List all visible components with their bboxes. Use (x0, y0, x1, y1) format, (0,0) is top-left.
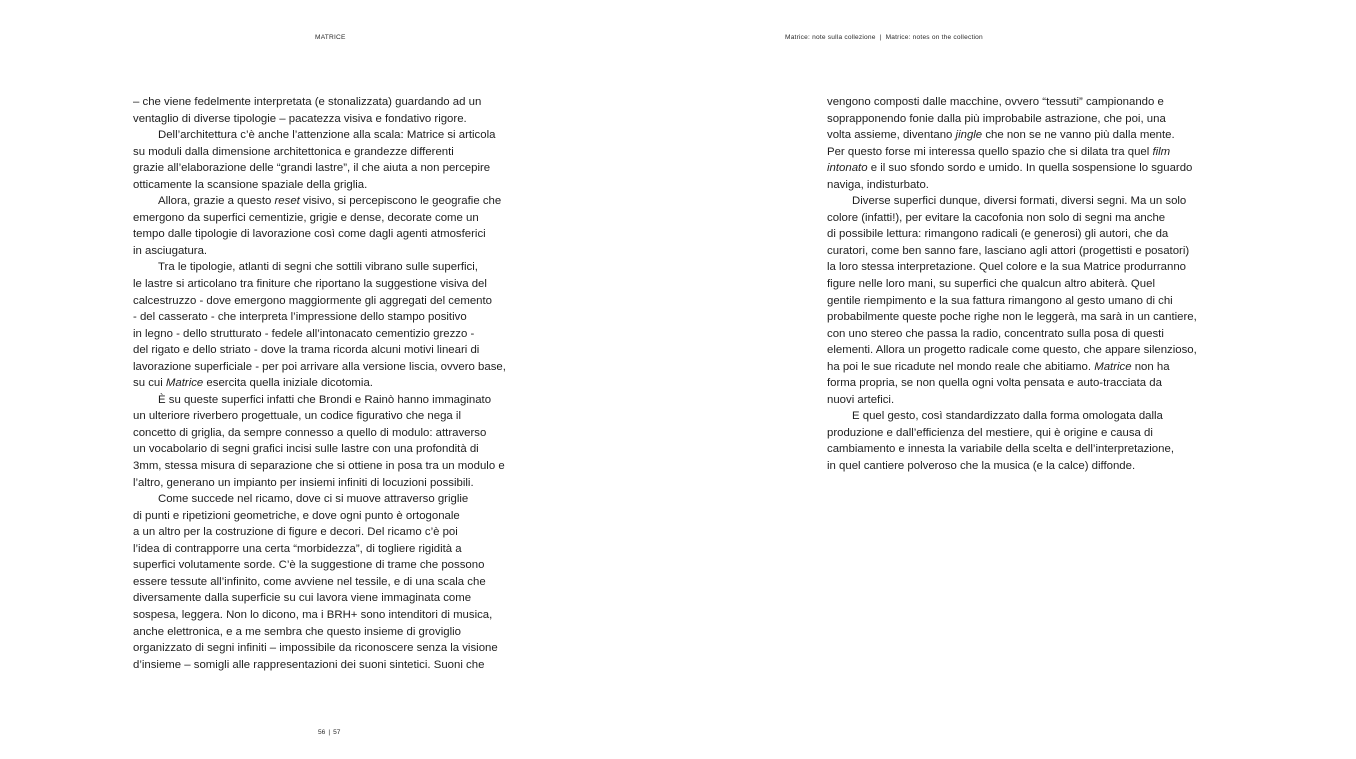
text-line (133, 425, 533, 442)
text-segment: un vocabolario di segni grafici incisi sulle lastre con una profondità di (133, 443, 479, 456)
text-segment: Diverse superfici dunque, diversi formati, diversi segni. Ma un solo (852, 195, 1187, 208)
text-line (133, 574, 533, 591)
text-line (133, 590, 533, 607)
text-line (133, 259, 533, 276)
running-head-left: MATRICE (315, 34, 346, 41)
text-segment: ha poi le sue ricadute nel mondo reale che abitiamo. (827, 360, 1095, 373)
text-line (827, 458, 1227, 475)
text-line (827, 359, 1227, 376)
text-segment: Tra le tipologie, atlanti di segni che sottili vibrano sulle superfici, (158, 261, 478, 274)
text-line (827, 326, 1227, 343)
text-segment: l’altro, generano un impianto per insiemi infiniti di locuzioni possibili. (133, 476, 474, 489)
text-segment: 3mm, stessa misura di separazione che si ottiene in posa tra un modulo e (133, 460, 505, 473)
page-number-right: 57 (333, 729, 341, 736)
text-line (827, 408, 1227, 425)
text-segment: a un altro per la costruzione di figure e decori. Del ricamo c’è poi (133, 526, 458, 539)
text-segment: vengono composti dalle macchine, ovvero “tessuti” campionando e (827, 96, 1164, 108)
running-head-english: Matrice: notes on the collection (885, 34, 983, 41)
text-segment: otticamente la scansione spaziale della griglia. (133, 178, 368, 191)
text-segment: tempo dalle tipologie di lavorazione così come dagli agenti atmosferici (133, 228, 486, 241)
text-segment: con uno stereo che passa la radio, concentrato sulla posa di questi (827, 327, 1164, 340)
text-line (827, 226, 1227, 243)
text-line (827, 425, 1227, 442)
text-line (133, 276, 533, 293)
text-segment: in quel cantiere polveroso che la musica (e la calce) diffonde. (827, 460, 1136, 473)
page-number-left: 56 (318, 729, 326, 736)
text-line (827, 392, 1227, 409)
text-line (133, 375, 533, 392)
text-line (133, 193, 533, 210)
text-line (133, 111, 533, 128)
text-segment: naviga, indisturbato. (827, 178, 929, 191)
text-segment: probabilmente queste poche righe non le leggerà, ma sarà in un cantiere, (827, 311, 1197, 324)
text-line (133, 491, 533, 508)
text-segment: essere tessute all’infinito, come avviene nel tessile, e di una scala che (133, 575, 486, 588)
text-line (133, 640, 533, 657)
text-segment: di possibile lettura: rimangono radicali (e generosi) gli autori, che da (827, 228, 1169, 241)
text-segment: le lastre si articolano tra finiture che riportano la suggestione visiva del (133, 278, 487, 291)
text-line (133, 524, 533, 541)
text-segment: anche elettronica, e a me sembra che questo insieme di groviglio (133, 625, 461, 638)
text-line (827, 309, 1227, 326)
text-segment: produzione e dall’efficienza del mestiere, qui è origine e causa di (827, 426, 1153, 439)
text-segment: E quel gesto, così standardizzato dalla forma omologata dalla (852, 410, 1163, 423)
text-segment: d’insieme – somigli alle rappresentazioni dei suoni sintetici. Suoni che (133, 658, 485, 671)
text-segment: cambiamento e innesta la variabile della scelta e dell’interpretazione, (827, 443, 1174, 456)
page-numbers (318, 729, 340, 736)
text-line (133, 624, 533, 641)
text-segment: curatori, come ben sanno fare, lasciano agli attori (progettisti e posatori) (827, 244, 1190, 257)
running-head-separator: | (879, 34, 882, 41)
text-line (133, 557, 533, 574)
text-segment: soprapponendo fonie dalla più improbabile astrazione, che poi, una (827, 112, 1166, 125)
text-segment: grazie all’elaborazione delle “grandi lastre”, il che aiuta a non percepire (133, 162, 491, 175)
text-segment: elementi. Allora un progetto radicale come questo, che appare silenzioso, (827, 344, 1197, 357)
text-segment: un ulteriore riverbero progettuale, un codice figurativo che nega il (133, 410, 461, 423)
text-line (133, 144, 533, 161)
text-line (133, 392, 533, 409)
text-line (133, 607, 533, 624)
italic-text: Matrice (1094, 360, 1132, 373)
text-line (133, 326, 533, 343)
running-head-right (785, 34, 983, 41)
running-head-italian: Matrice: note sulla collezione (785, 34, 876, 41)
text-line (827, 342, 1227, 359)
text-line (827, 293, 1227, 310)
text-segment: È su queste superfici infatti che Brondi e Rainò hanno immaginato (158, 393, 492, 406)
text-line (827, 375, 1227, 392)
text-segment: organizzato di segni infiniti – impossibile da riconoscere senza la visione (133, 642, 498, 655)
text-segment: Per questo forse mi interessa quello spazio che si dilata tra quel (827, 145, 1153, 158)
text-segment: calcestruzzo - dove emergono maggiormente gli aggregati del cemento (133, 294, 492, 307)
text-line (133, 408, 533, 425)
italic-text: reset (274, 195, 300, 208)
text-line (827, 160, 1227, 177)
text-line (827, 441, 1227, 458)
text-line (133, 177, 533, 194)
text-line (133, 657, 533, 674)
text-segment: in legno - dello strutturato - fedele all’intonacato cementizio grezzo - (133, 327, 475, 340)
text-segment: concetto di griglia, da sempre connesso a quello di modulo: attraverso (133, 426, 487, 439)
text-segment: emergono da superfici cementizie, grigie e dense, decorate come un (133, 211, 479, 224)
text-segment: lavorazione superficiale - per poi arrivare alla versione liscia, ovvero base, (133, 360, 506, 373)
text-segment: su moduli dalla dimensione architettonica e grandezze differenti (133, 145, 454, 158)
text-line (133, 160, 533, 177)
text-segment: la loro stessa interpretazione. Quel colore e la sua Matrice produrranno (827, 261, 1186, 274)
text-segment: esercita quella iniziale dicotomia. (203, 377, 373, 390)
italic-text: film (1152, 145, 1171, 158)
text-line (827, 94, 1227, 111)
text-segment: - del casserato - che interpreta l’impressione dello stampo positivo (133, 311, 467, 324)
italic-text: intonato (827, 162, 868, 175)
text-line (827, 210, 1227, 227)
italic-text: jingle (955, 129, 983, 142)
text-segment: su cui (133, 377, 166, 390)
text-segment: che non se ne vanno più dalla mente. (982, 129, 1175, 142)
text-line (827, 243, 1227, 260)
text-segment: gentile riempimento e la sua fattura rimangono al gesto umano di chi (827, 294, 1173, 307)
text-line (133, 243, 533, 260)
text-segment: di punti e ripetizioni geometriche, e dove ogni punto è ortogonale (133, 509, 460, 522)
text-line (133, 359, 533, 376)
text-segment: Allora, grazie a questo (158, 195, 275, 208)
text-segment: ventaglio di diverse tipologie – pacatezza visiva e fondativo rigore. (133, 112, 467, 125)
text-segment: del rigato e dello striato - dove la trama ricorda alcuni motivi lineari di (133, 344, 480, 357)
text-segment: sospesa, leggera. Non lo dicono, ma i BRH+ sono intenditori di musica, (133, 608, 493, 621)
text-line (133, 541, 533, 558)
text-line (133, 226, 533, 243)
text-segment: in asciugatura. (133, 244, 208, 257)
text-segment: volta assieme, diventano (827, 129, 956, 142)
text-segment: superfici volutamente sorde. C’è la suggestione di trame che possono (133, 559, 485, 572)
italic-text: Matrice (165, 377, 204, 390)
text-line (133, 475, 533, 492)
text-line (827, 127, 1227, 144)
text-line (133, 508, 533, 525)
text-segment: l’idea di contrapporre una certa “morbidezza”, di togliere rigidità a (133, 542, 462, 555)
right-page-body (827, 94, 1227, 475)
text-line (827, 177, 1227, 194)
text-line (133, 94, 533, 111)
text-line (133, 342, 533, 359)
text-segment: Dell’architettura c’è anche l’attenzione alla scala: Matrice si articola (158, 129, 496, 142)
left-page-body (133, 94, 533, 673)
text-line (827, 193, 1227, 210)
text-line (133, 127, 533, 144)
text-segment: – che viene fedelmente interpretata (e stonalizzata) guardando ad un (133, 96, 482, 108)
text-line (827, 144, 1227, 161)
text-line (133, 458, 533, 475)
text-segment: e il suo sfondo sordo e umido. In quella sospensione lo sguardo (867, 162, 1193, 175)
text-line (827, 111, 1227, 128)
page-number-separator: | (328, 729, 331, 736)
text-line (133, 210, 533, 227)
text-segment: diversamente dalla superficie su cui lavora viene immaginata come (133, 592, 472, 605)
text-segment: figure nelle loro mani, su superfici che qualcun altro abiterà. Quel (827, 278, 1155, 291)
text-line (133, 293, 533, 310)
text-line (827, 276, 1227, 293)
text-segment: colore (infatti!), per evitare la cacofonia non solo di segni ma anche (827, 211, 1166, 224)
text-line (133, 441, 533, 458)
text-segment: nuovi artefici. (827, 393, 895, 406)
text-segment: Come succede nel ricamo, dove ci si muove attraverso griglie (158, 493, 469, 506)
text-segment: non ha (1131, 360, 1170, 373)
text-segment: visivo, si percepiscono le geografie che (299, 195, 502, 208)
text-segment: forma propria, se non quella ogni volta pensata e auto-tracciata da (827, 377, 1162, 390)
text-line (827, 259, 1227, 276)
text-line (133, 309, 533, 326)
